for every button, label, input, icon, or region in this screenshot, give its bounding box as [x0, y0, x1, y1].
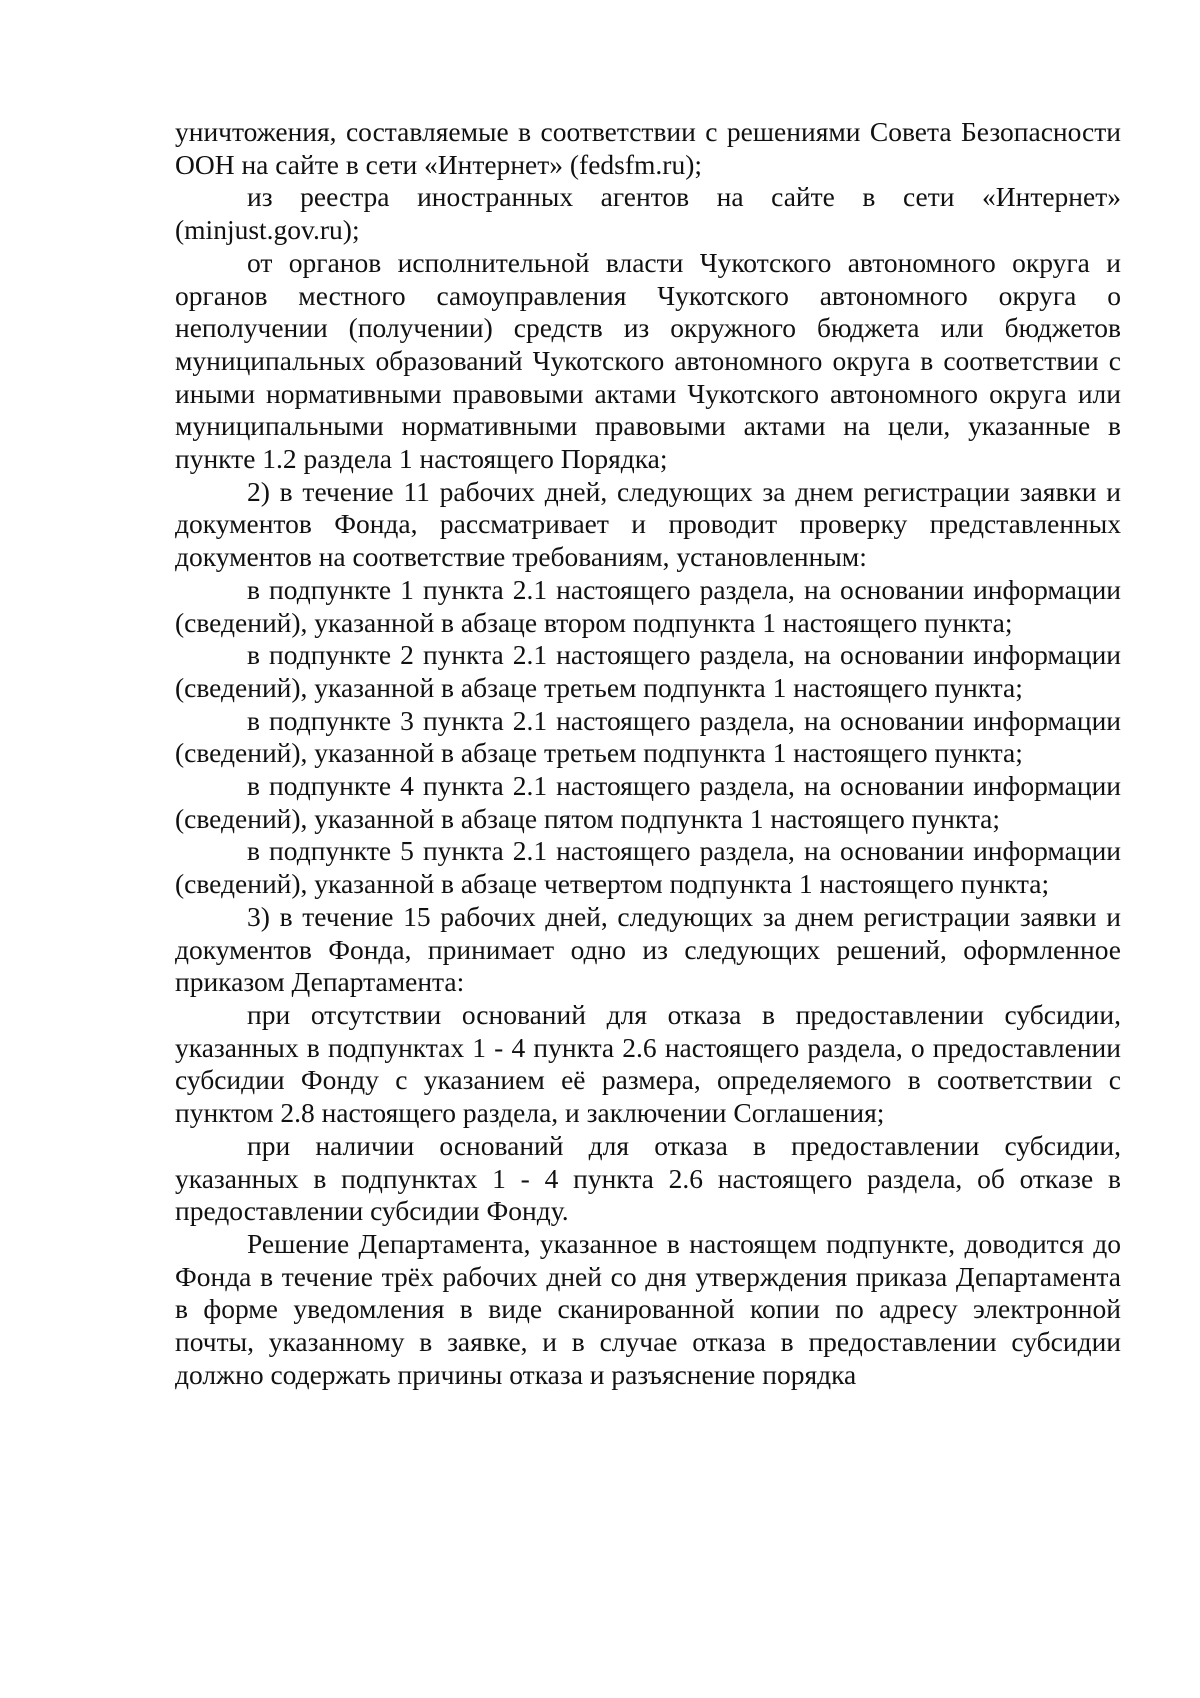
paragraph-11: при отсутствии оснований для отказа в предоставлении субсидии, указанных в подпунктах 1 - 4 пункта 2.6 настоящего раздела, о предоставлении субсидии Фонду с указанием её размера, определяемого в соответствии с пунктом 2.8 настоящего раздела, и заключении Соглашения;: [175, 998, 1121, 1129]
paragraph-7: в подпункте 3 пункта 2.1 настоящего раздела, на основании информации (сведений), указанной в абзаце третьем подпункта 1 настоящего пункта;: [175, 704, 1121, 769]
paragraph-1: уничтожения, составляемые в соответствии с решениями Совета Безопасности ООН на сайте в сети «Интернет» (fedsfm.ru);: [175, 116, 1121, 180]
paragraph-4: 2) в течение 11 рабочих дней, следующих за днем регистрации заявки и документов Фонда, рассматривает и проводит проверку представленных документов на соответствие требованиям, установленным:: [175, 475, 1121, 573]
paragraph-2: из реестра иностранных агентов на сайте в сети «Интернет» (minjust.gov.ru);: [175, 181, 1121, 246]
paragraph-3: от органов исполнительной власти Чукотского автономного округа и органов местного самоуправления Чукотского автономного округа о неполучении (получении) средств из окружного бюджета или бюджетов муниципальных образований Чукотского автономного округа в соответствии с иными нормативными правовыми актами Чукотского автономного округа или муниципальными нормативными правовыми актами на цели, указанные в пункте 1.2 раздела 1 настоящего Порядка;: [175, 246, 1121, 475]
paragraph-13: Решение Департамента, указанное в настоящем подпункте, доводится до Фонда в течение трёх рабочих дней со дня утверждения приказа Департамента в форме уведомления в виде сканированной копии по адресу электронной почты, указанному в заявке, и в случае отказа в предоставлении субсидии должно содержать причины отказа и разъяснение порядка: [175, 1227, 1121, 1390]
paragraph-6: в подпункте 2 пункта 2.1 настоящего раздела, на основании информации (сведений), указанной в абзаце третьем подпункта 1 настоящего пункта;: [175, 639, 1121, 703]
paragraph-8: в подпункте 4 пункта 2.1 настоящего раздела, на основании информации (сведений), указанной в абзаце пятом подпункта 1 настоящего пункта;: [175, 770, 1121, 834]
paragraph-9: в подпункте 5 пункта 2.1 настоящего раздела, на основании информации (сведений), указанной в абзаце четвертом подпункта 1 настоящего пункта;: [175, 835, 1121, 900]
paragraph-5: в подпункте 1 пункта 2.1 настоящего раздела, на основании информации (сведений), указанной в абзаце втором подпункта 1 настоящего пункта;: [175, 573, 1121, 638]
document-page: [175, 116, 1121, 1391]
paragraph-10: 3) в течение 15 рабочих дней, следующих за днем регистрации заявки и документов Фонда, принимает одно из следующих решений, оформленное приказом Департамента:: [175, 900, 1121, 998]
paragraph-12: при наличии оснований для отказа в предоставлении субсидии, указанных в подпунктах 1 - 4 пункта 2.6 настоящего раздела, об отказе в предоставлении субсидии Фонду.: [175, 1129, 1121, 1227]
